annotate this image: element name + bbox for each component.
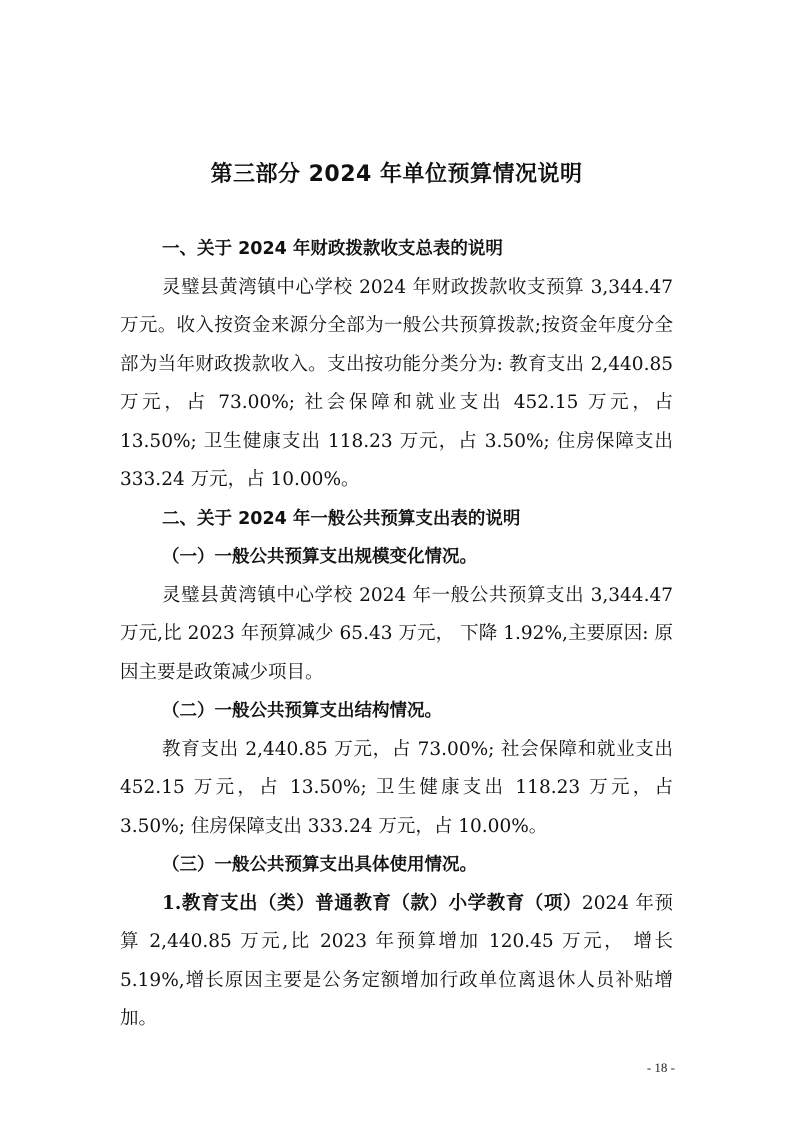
subsection-heading-2: （二）一般公共预算支出结构情况。 [162,701,442,721]
section-heading-1: 一、关于 2024 年财政拨款收支总表的说明 [162,239,503,259]
section-1-paragraph: 灵璧县黄湾镇中心学校 2024 年财政拨款收支预算 3,344.47 万元。收入按资金来源分全部为一般公共预算拨款;按资金年度分全部为当年财政拨款收入。支出按功能分类分为: 教育支出 2,440.85 万元，占 73.00%; 社会保障和就业支出 452.15 万元，占 13.50%; 卫生健康支出 118.23 万元，占 3.50%; 住房保障支出 333.24 万元，占 10.00%。 [120,276,673,490]
document-body [120,160,673,1039]
page-title: 第三部分 2024 年单位预算情况说明 [210,162,583,187]
subsection-1-paragraph: 灵璧县黄湾镇中心学校 2024 年一般公共预算支出 3,344.47 万元,比 2023 年预算减少 65.43 万元， 下降 1.92%,主要原因: 原因主要是政策减少项目。 [120,584,673,683]
subsection-3-item-1 [120,885,673,1039]
subsection-heading-1: （一）一般公共预算支出规模变化情况。 [162,547,477,567]
section-heading-2: 二、关于 2024 年一般公共预算支出表的说明 [162,508,521,529]
subsection-heading-3: （三）一般公共预算支出具体使用情况。 [162,855,477,875]
item-1-body: 2024 年预算 2,440.85 万元,比 2023 年预算增加 120.45 万元， 增长 5.19%,增长原因主要是公务定额增加行政单位离退休人员补贴增加。 [120,892,673,1029]
item-1-lead: 1.教育支出（类）普通教育（款）小学教育（项） [162,892,582,914]
page-number: - 18 - [646,1060,675,1075]
subsection-2-paragraph: 教育支出 2,440.85 万元，占 73.00%; 社会保障和就业支出 452.15 万元，占 13.50%; 卫生健康支出 118.23 万元，占 3.50%; 住房保障支出 333.24 万元，占 10.00%。 [120,738,673,837]
